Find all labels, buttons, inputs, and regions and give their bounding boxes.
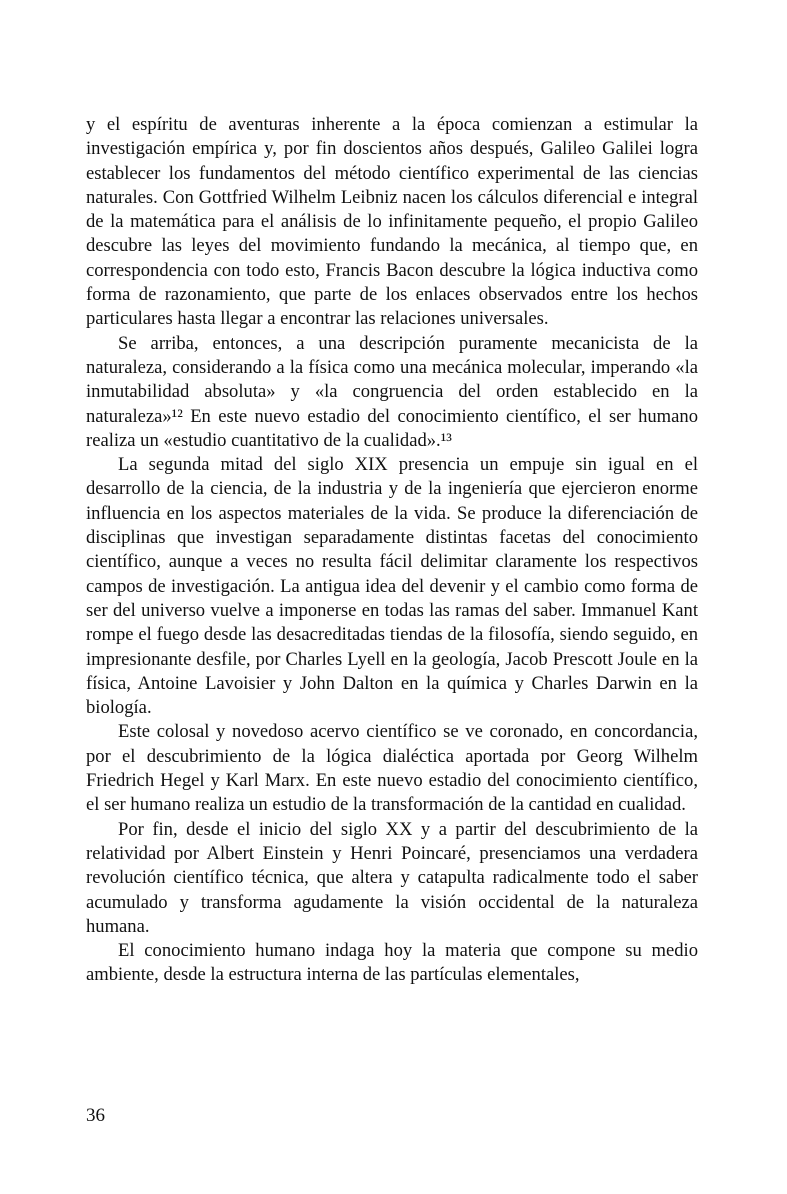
paragraph-3: La segunda mitad del siglo XIX presencia un empuje sin igual en el desarrollo de la ciencia, de la industria y de la ingeniería que ejercieron enorme influencia en los aspectos materiales de la vida. Se produce la diferenciación de disciplinas que investigan separadamente distintas facetas del conocimiento científico, aunque a veces no resulta fácil delimitar claramente los respectivos campos de investigación. La antigua idea del devenir y el cambio como forma de ser del universo vuelve a imponerse en todas las ramas del saber. Immanuel Kant rompe el fuego desde las desacreditadas tiendas de la filosofía, siendo seguido, en impresionante desfile, por Charles Lyell en la geología, Jacob Prescott Joule en la física, Antoine Lavoisier y John Dalton en la química y Charles Darwin en la biología. [86,454,698,719]
paragraph-4: Este colosal y novedoso acervo científico se ve coronado, en concordancia, por el descubrimiento de la lógica dialéctica aportada por Georg Wilhelm Friedrich Hegel y Karl Marx. En este nuevo estadio del conocimiento científico, el ser humano realiza un estudio de la transformación de la cantidad en cualidad. [86,721,698,816]
paragraph-1: y el espíritu de aventuras inherente a la época comienzan a estimular la investigación empírica y, por fin doscientos años después, Galileo Galilei logra establecer los fundamentos del método científico experimental de las ciencias naturales. Con Gottfried Wilhelm Leibniz nacen los cálculos diferencial e integral de la matemática para el análisis de lo infinitamente pequeño, el propio Galileo descubre las leyes del movimiento fundando la mecánica, al tiempo que, en correspondencia con todo esto, Francis Bacon descubre la lógica inductiva como forma de razonamiento, que parte de los enlaces observados entre los hechos particulares hasta llegar a encontrar las relaciones universales. [86,114,698,330]
paragraph-5: Por fin, desde el inicio del siglo XX y a partir del descubrimiento de la relatividad por Albert Einstein y Henri Poincaré, presenciamos una verdadera revolución científico técnica, que altera y catapulta radicalmente todo el saber acumulado y transforma agudamente la visión occidental de la naturaleza humana. [86,818,698,937]
body-text [86,113,698,988]
paragraph-6: El conocimiento humano indaga hoy la materia que compone su medio ambiente, desde la estructura interna de las partículas elementales, [86,940,698,986]
page-number: 36 [86,1105,105,1126]
paragraph-2: Se arriba, entonces, a una descripción puramente mecanicista de la naturaleza, considerando a la física como una mecánica molecular, imperando «la inmutabilidad absoluta» y «la congruencia del orden establecido en la naturaleza»¹² En este nuevo estadio del conocimiento científico, el ser humano realiza un «estudio cuantitativo de la cualidad».¹³ [86,332,698,451]
